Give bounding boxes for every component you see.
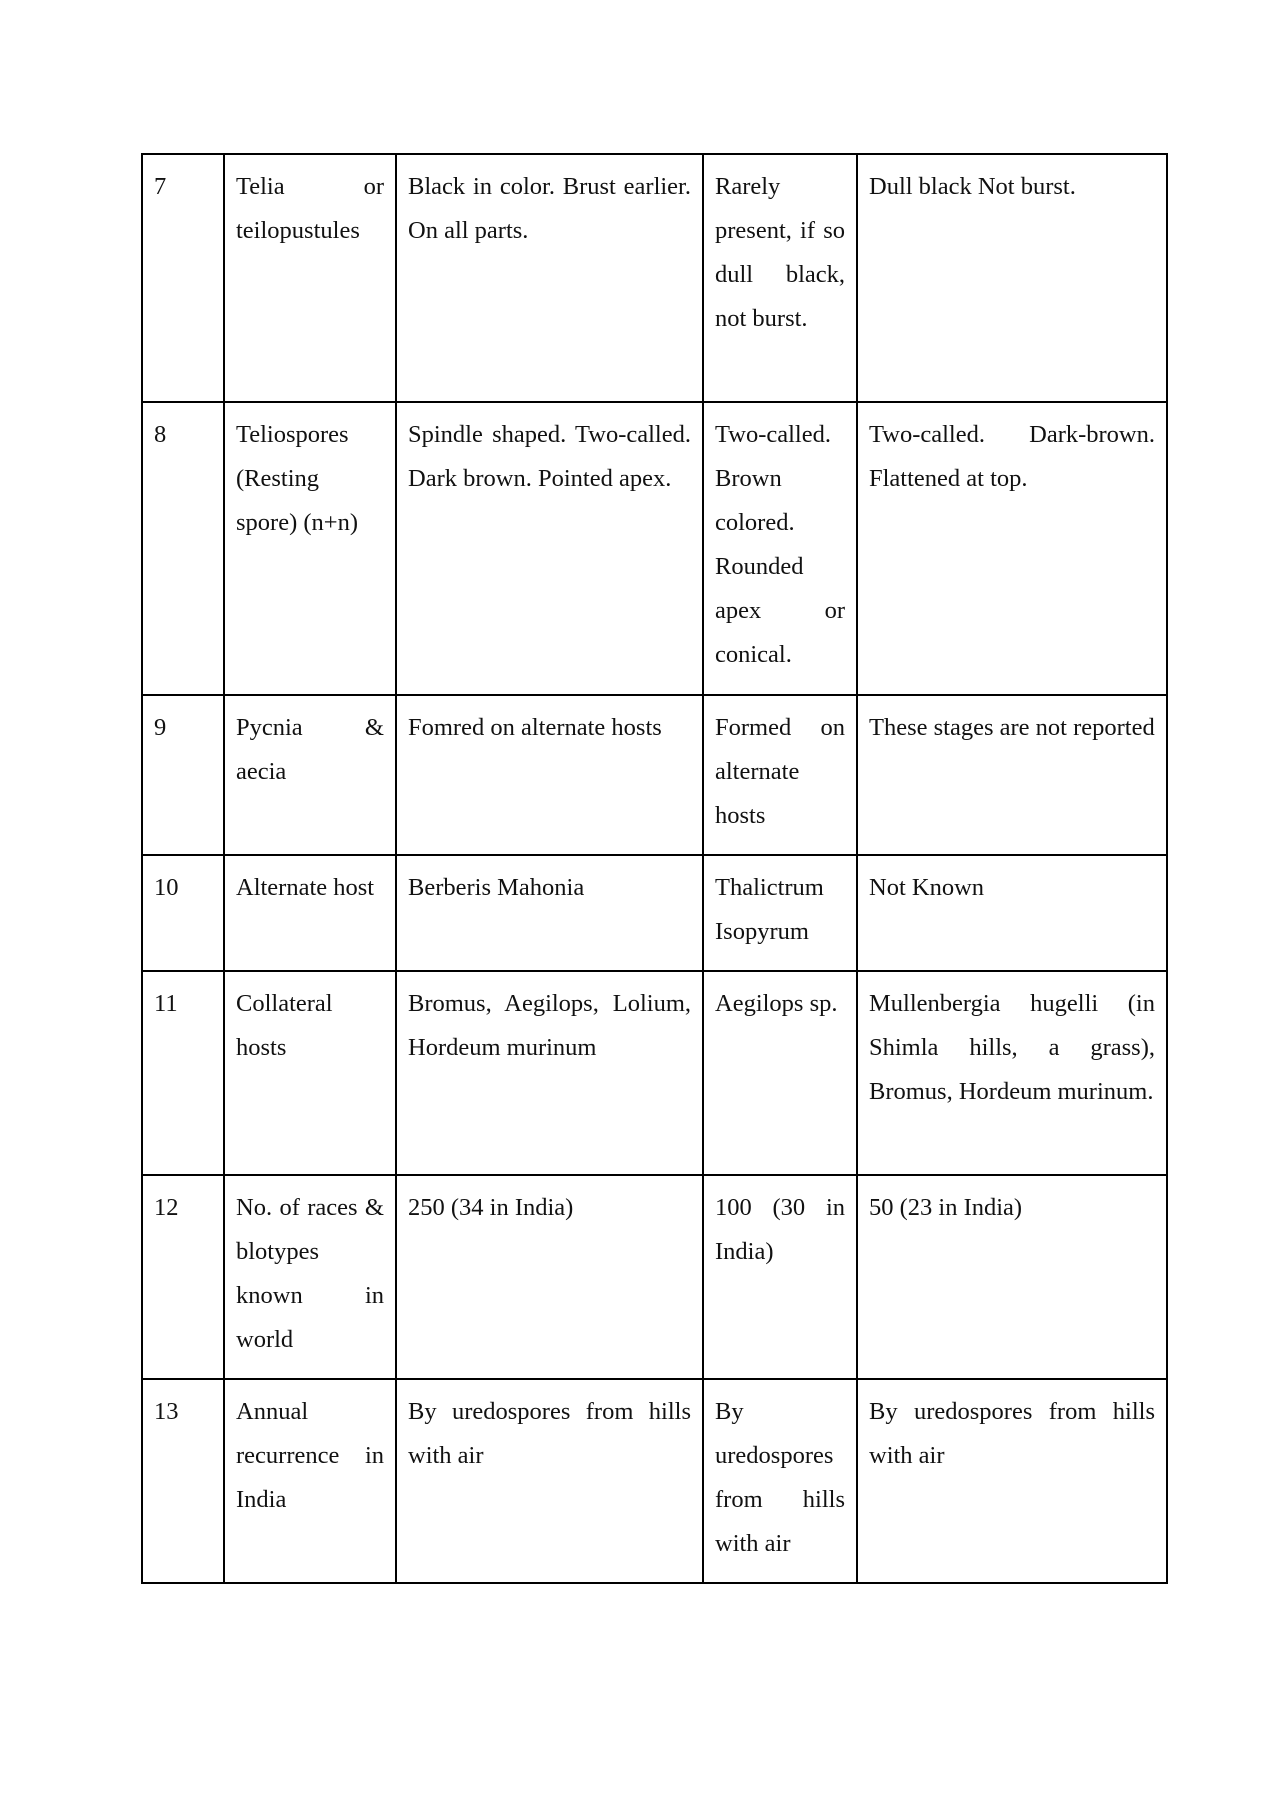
stem-rust-cell: 250 (34 in India): [396, 1175, 703, 1379]
character-cell: Alternate host: [224, 855, 396, 971]
comparison-table: [141, 153, 1168, 1584]
table-row: [142, 1379, 1167, 1583]
character-cell: Collateral hosts: [224, 971, 396, 1175]
leaf-rust-cell: 100 (30 in India): [703, 1175, 857, 1379]
stripe-rust-cell: Not Known: [857, 855, 1167, 971]
leaf-rust-cell: By uredospores from hills with air: [703, 1379, 857, 1583]
stem-rust-cell: Spindle shaped. Two-called. Dark brown. Pointed apex.: [396, 402, 703, 695]
stripe-rust-cell: Dull black Not burst.: [857, 154, 1167, 402]
character-cell: No. of races & blotypes known in world: [224, 1175, 396, 1379]
character-cell: Telia or teilopustules: [224, 154, 396, 402]
table-row: [142, 402, 1167, 695]
character-cell: Teliospores (Resting spore) (n+n): [224, 402, 396, 695]
stripe-rust-cell: These stages are not reported: [857, 695, 1167, 855]
stripe-rust-cell: Mullenbergia hugelli (in Shimla hills, a grass), Bromus, Hordeum murinum.: [857, 971, 1167, 1175]
stripe-rust-cell: By uredospores from hills with air: [857, 1379, 1167, 1583]
leaf-rust-cell: Aegilops sp.: [703, 971, 857, 1175]
leaf-rust-cell: Thalictrum Isopyrum: [703, 855, 857, 971]
row-number-cell: 13: [142, 1379, 224, 1583]
leaf-rust-cell: Rarely present, if so dull black, not burst.: [703, 154, 857, 402]
table-row: [142, 695, 1167, 855]
table-row: [142, 154, 1167, 402]
stem-rust-cell: Berberis Mahonia: [396, 855, 703, 971]
leaf-rust-cell: Two-called. Brown colored. Rounded apex or conical.: [703, 402, 857, 695]
stem-rust-cell: Bromus, Aegilops, Lolium, Hordeum murinum: [396, 971, 703, 1175]
character-cell: Annual recurrence in India: [224, 1379, 396, 1583]
stripe-rust-cell: Two-called. Dark-brown. Flattened at top.: [857, 402, 1167, 695]
table-row: [142, 855, 1167, 971]
table-row: [142, 1175, 1167, 1379]
row-number-cell: 12: [142, 1175, 224, 1379]
leaf-rust-cell: Formed on alternate hosts: [703, 695, 857, 855]
stem-rust-cell: Fomred on alternate hosts: [396, 695, 703, 855]
character-cell: Pycnia & aecia: [224, 695, 396, 855]
stem-rust-cell: Black in color. Brust earlier. On all parts.: [396, 154, 703, 402]
row-number-cell: 10: [142, 855, 224, 971]
stem-rust-cell: By uredospores from hills with air: [396, 1379, 703, 1583]
row-number-cell: 11: [142, 971, 224, 1175]
row-number-cell: 9: [142, 695, 224, 855]
table-row: [142, 971, 1167, 1175]
stripe-rust-cell: 50 (23 in India): [857, 1175, 1167, 1379]
row-number-cell: 8: [142, 402, 224, 695]
row-number-cell: 7: [142, 154, 224, 402]
